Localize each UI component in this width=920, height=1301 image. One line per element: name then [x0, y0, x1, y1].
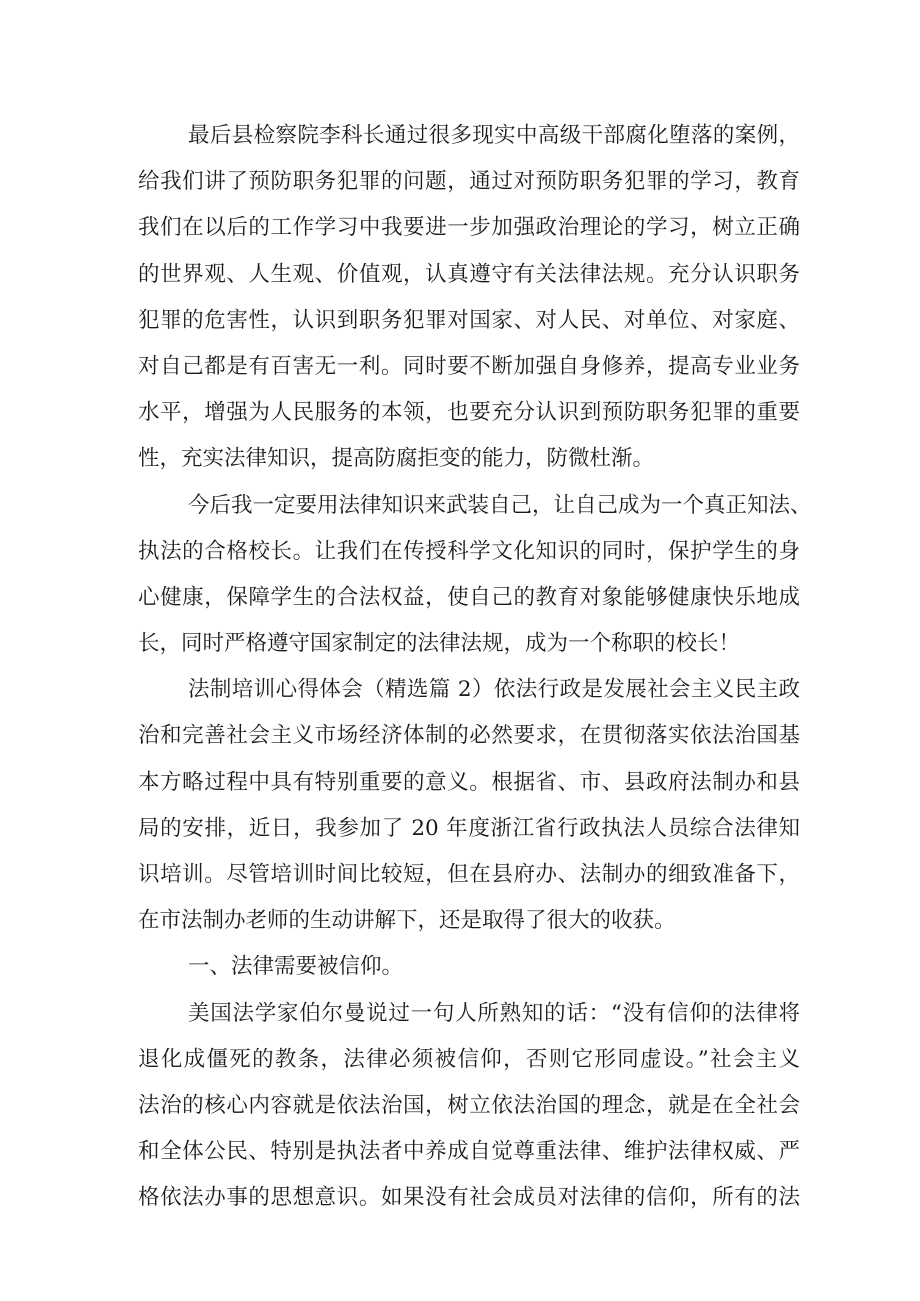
- text-line: 执法的合格校长。让我们在传授科学文化知识的同时，保护学生的身: [138, 538, 800, 564]
- text-line: 法制培训心得体会（精选篇 2）依法行政是发展社会主义民主政: [188, 677, 800, 703]
- text-line: 美国法学家伯尔曼说过一句人所熟知的话：“没有信仰的法律将: [188, 1000, 800, 1026]
- text-line: 和全体公民、特别是执法者中养成自觉尊重法律、维护法律权威、严: [138, 1139, 800, 1165]
- text-line: 给我们讲了预防职务犯罪的问题，通过对预防职务犯罪的学习，教育: [138, 169, 800, 195]
- text-line: 对自己都是有百害无一利。同时要不断加强自身修养，提高专业业务: [138, 353, 800, 379]
- text-line: 在市法制办老师的生动讲解下，还是取得了很大的收获。: [138, 908, 676, 934]
- document-page: [138, 116, 812, 1225]
- text-line: 局的安排，近日，我参加了 20 年度浙江省行政执法人员综合法律知: [138, 815, 800, 841]
- text-line: 治和完善社会主义市场经济体制的必然要求，在贯彻落实依法治国基: [138, 723, 800, 749]
- text-line: 长，同时严格遵守国家制定的法律法规，成为一个称职的校长！: [138, 631, 741, 657]
- paragraph-selected-article-2: [138, 670, 800, 947]
- paragraph-prevention-lecture: [138, 116, 800, 486]
- text-line: 的世界观、人生观、价值观，认真遵守有关法律法规。充分认识职务: [138, 261, 800, 287]
- text-line: 水平，增强为人民服务的本领，也要充分认识到预防职务犯罪的重要: [138, 400, 800, 426]
- heading-line: 一、法律需要被信仰。: [188, 954, 404, 980]
- text-line: 法治的核心内容就是依法治国，树立依法治国的理念，就是在全社会: [138, 1092, 800, 1118]
- section-heading: [138, 947, 800, 993]
- text-line: 性，充实法律知识，提高防腐拒变的能力，防微杜渐。: [138, 446, 655, 472]
- text-line: 最后县检察院李科长通过很多现实中高级干部腐化堕落的案例，: [188, 123, 800, 148]
- text-line: 犯罪的危害性，认识到职务犯罪对国家、对人民、对单位、对家庭、: [138, 307, 800, 333]
- text-line: 我们在以后的工作学习中我要进一步加强政治理论的学习，树立正确: [138, 215, 800, 241]
- text-line: 心健康，保障学生的合法权益，使自己的教育对象能够健康快乐地成: [138, 584, 800, 610]
- text-line: 本方略过程中具有特别重要的意义。根据省、市、县政府法制办和县: [138, 769, 800, 795]
- text-line: 格依法办事的思想意识。如果没有社会成员对法律的信仰，所有的法: [138, 1185, 800, 1211]
- text-line: 识培训。尽管培训时间比较短，但在县府办、法制办的细致准备下，: [138, 862, 800, 887]
- text-line: 今后我一定要用法律知识来武装自己，让自己成为一个真正知法、: [188, 492, 812, 518]
- paragraph-future-commitment: [138, 486, 812, 671]
- text-line: 退化成僵死的教条，法律必须被信仰，否则它形同虚设。”社会主义: [138, 1046, 800, 1072]
- paragraph-law-belief: [138, 994, 800, 1225]
